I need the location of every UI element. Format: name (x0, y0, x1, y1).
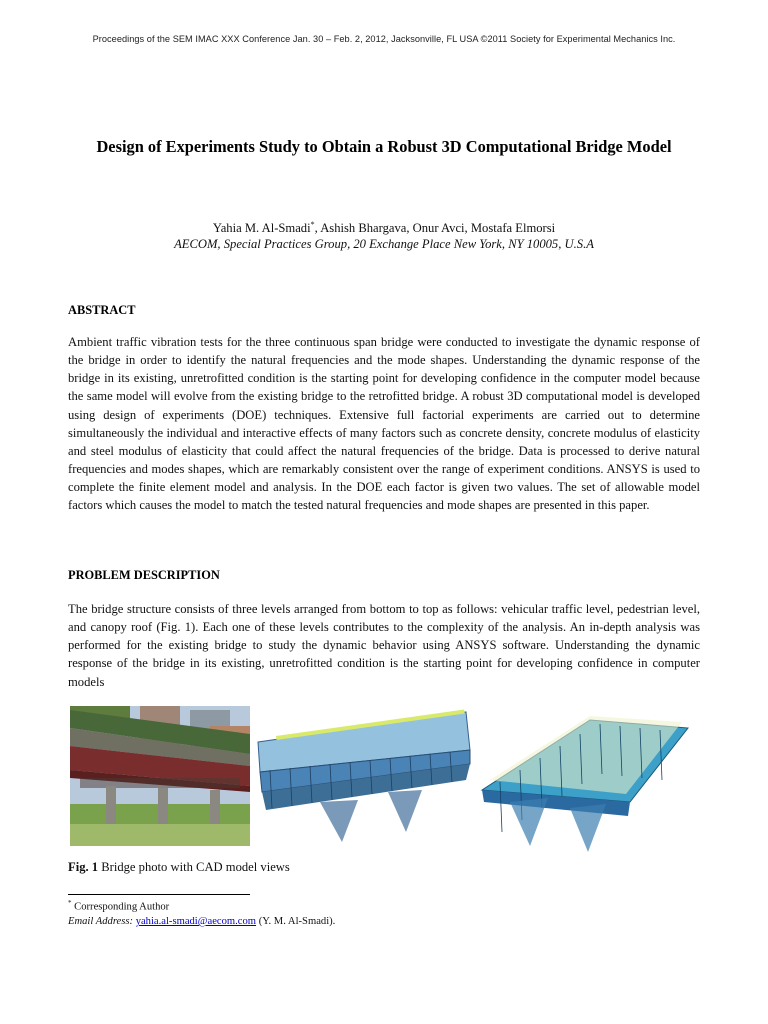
email-suffix: (Y. M. Al-Smadi). (256, 916, 336, 927)
conference-header: Proceedings of the SEM IMAC XXX Conference Jan. 30 – Feb. 2, 2012, Jacksonville, FL USA ©2011 Society for Experimental Mechanics Inc. (92, 34, 676, 44)
figure-caption-text: Bridge photo with CAD model views (98, 860, 290, 874)
cad-view-3d (482, 716, 688, 852)
first-author: Yahia M. Al-Smadi (212, 221, 311, 236)
bridge-photo-and-cad-views (70, 706, 690, 856)
co-authors: , Ashish Bhargava, Onur Avci, Mostafa Elmorsi (314, 221, 556, 236)
cad-view-oblique (258, 710, 470, 842)
figure-label: Fig. 1 (68, 860, 99, 874)
problem-text: The bridge structure consists of three levels arranged from bottom to top as follows: vehicular traffic level, pedestrian level, and canopy roof (Fig. 1). Each one of these levels contributes to the complexity of the analysis. An in-depth analysis was performed for the existing bridge to study the dynamic behavior using ANSYS software. Understanding the dynamic response of the bridge in its existing, unretrofitted condition is the starting point for developing confidence in computer models (68, 602, 700, 689)
email-link[interactable]: yahia.al-smadi@aecom.com (135, 916, 257, 927)
footnote-corresponding (68, 899, 169, 913)
footnote-email (68, 916, 335, 927)
affiliation: AECOM, Special Practices Group, 20 Exchange Place New York, NY 10005, U.S.A (174, 237, 594, 251)
author-list (0, 220, 768, 236)
abstract-heading: ABSTRACT (68, 303, 136, 317)
corresponding-mark: * (310, 220, 315, 229)
paper-title: Design of Experiments Study to Obtain a Robust 3D Computational Bridge Model (96, 137, 672, 156)
problem-heading: PROBLEM DESCRIPTION (68, 568, 220, 582)
email-label: Email Address: (68, 916, 134, 927)
footnote-mark: * (68, 899, 72, 907)
bridge-photo (70, 706, 250, 846)
abstract-text: Ambient traffic vibration tests for the three continuous span bridge were conducted to investigate the dynamic response of the bridge in order to identify the natural frequencies and the mode shapes. Understanding the dynamic response of the bridge in its existing, unretrofitted condition is the starting point for developing confidence in the computer model because the same model will evolve from the existing bridge to the retrofitted bridge. A robust 3D computational model is developed using design of experiments (DOE) techniques. Extensive full factorial experiments are carried out to determine simultaneously the individual and interactive effects of many factors such as concrete density, concrete modulus of elasticity and steel modulus of elasticity that could affect the natural frequencies of the bridge. Data is processed to derive natural frequencies and modes shapes, which are remarkably consistent over the range of experiment conditions. ANSYS is used to complete the finite element model and analysis. In the DOE each factor is given two values. The set of allowable model factors which causes the model to match the tested natural frequencies and mode shapes are presented in this paper. (68, 335, 700, 513)
footnote-divider (68, 894, 250, 895)
figure-caption (68, 860, 290, 875)
footnote-corresponding-text: Corresponding Author (71, 901, 170, 913)
figure-1 (70, 706, 690, 856)
